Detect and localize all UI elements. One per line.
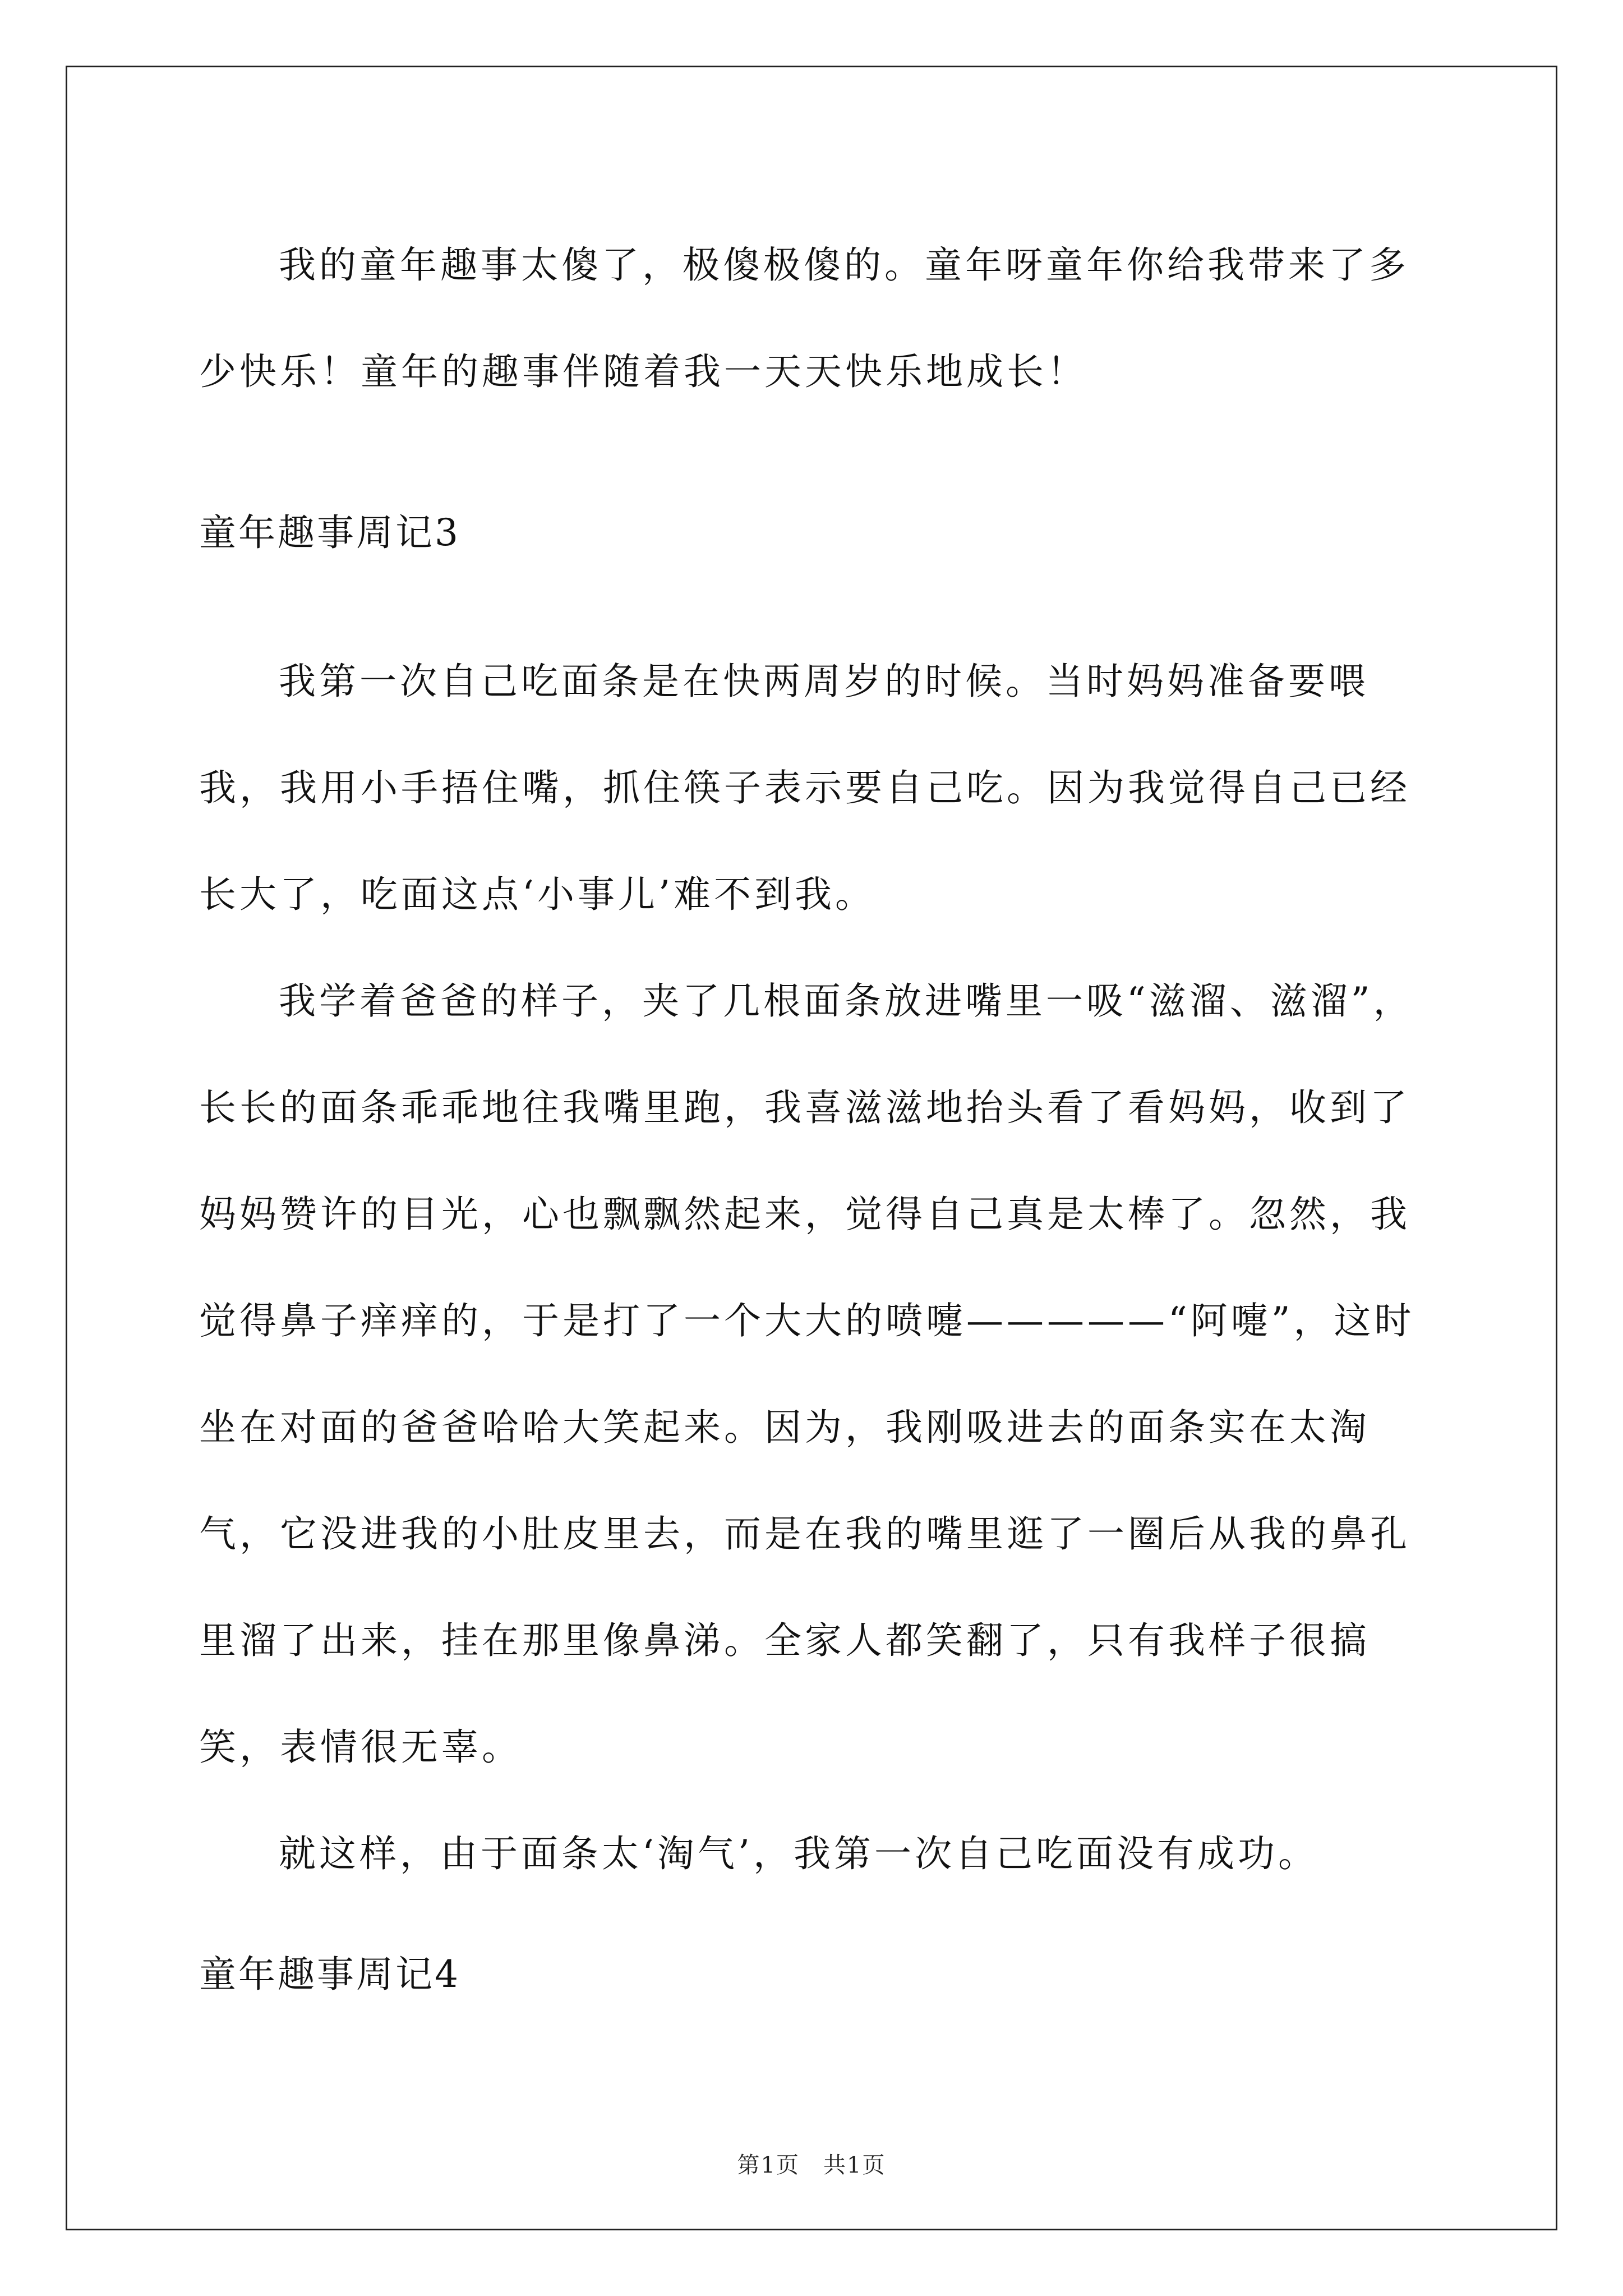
page-footer: 第1页 共1页 <box>737 2152 886 2178</box>
section-heading-3: 童年趣事周记3 <box>199 511 460 554</box>
paragraph-s3-2: 我学着爸爸的样子，夹了几根面条放进嘴里一吸“滋溜、滋溜”，长长的面条乖乖地往我嘴里跑，我喜滋滋地抬头看了看妈妈，收到了妈妈赞许的目光，心也飘飘然起来，觉得自己真是太棒了。忽然，我觉得鼻子痒痒的，于是打了一个大大的喷嚏—————“阿嚏”，这时坐在对面的爸爸哈哈大笑起来。因为，我刚吸进去的面条实在太淘气，它没进我的小肚皮里去，而是在我的嘴里逛了一圈后从我的鼻孔里溜了出来，挂在那里像鼻涕。全家人都笑翻了，只有我样子很搞笑，表情很无辜。 <box>199 979 1415 1769</box>
section-heading-4: 童年趣事周记4 <box>199 1953 460 1996</box>
paragraph-intro: 我的童年趣事太傻了，极傻极傻的。童年呀童年你给我带来了多少快乐！童年的趣事伴随着我一天天快乐地成长！ <box>199 243 1409 393</box>
paragraph-s3-1: 我第一次自己吃面条是在快两周岁的时候。当时妈妈准备要喂我，我用小手捂住嘴，抓住筷子表示要自己吃。因为我觉得自己已经长大了，吃面这点‘小事儿’难不到我。 <box>199 660 1410 916</box>
paragraph-s3-3: 就这样，由于面条太‘淘气’，我第一次自己吃面没有成功。 <box>279 1832 1318 1875</box>
